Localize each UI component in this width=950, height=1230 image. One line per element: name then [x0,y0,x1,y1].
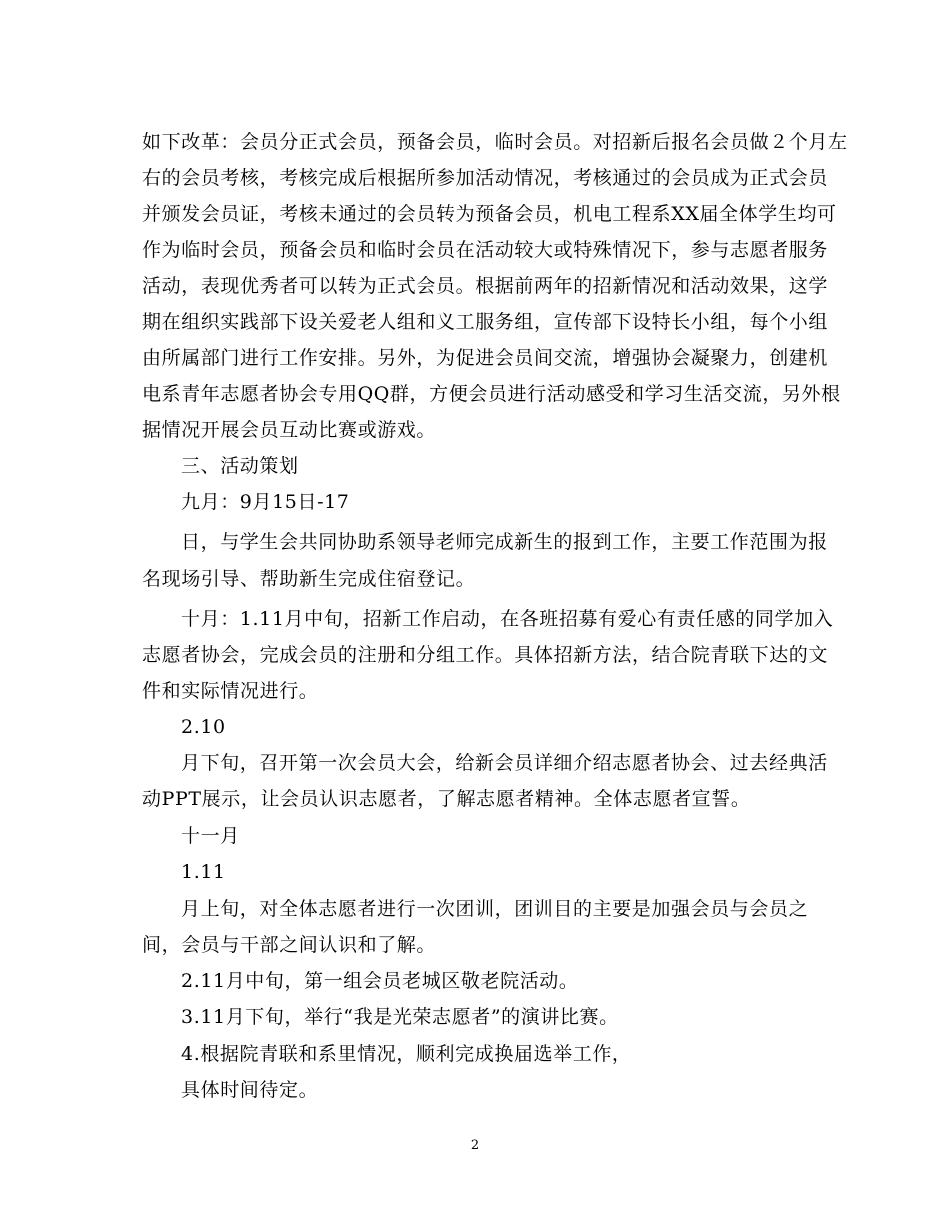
paragraph-line: 期在组织实践部下设关爱老人组和义工服务组，宣传部下设特长小组，每个小组 [142,311,829,333]
paragraph-line: 由所属部门进行工作安排。另外，为促进会员间交流，增强协会凝聚力，创建机 [142,347,829,369]
paragraph-line: 九月：9月15日-17 [181,491,350,513]
paragraph-line: 十月：1.11月中旬，招新工作启动，在各班招募有爱心有责任感的同学加入 [181,608,834,630]
paragraph-line: 电系青年志愿者协会专用QQ群，方便会员进行活动感受和学习生活交流，另外根 [142,383,841,405]
paragraph-line: 2.11月中旬，第一组会员老城区敬老院活动。 [181,970,579,992]
page-number: 2 [470,1138,480,1153]
paragraph-line: 2.10 [181,716,226,738]
paragraph-line: 活动，表现优秀者可以转为正式会员。根据前两年的招新情况和活动效果，这学 [142,275,829,297]
paragraph-line: 并颁发会员证，考核未通过的会员转为预备会员，机电工程系XX届全体学生均可 [142,203,837,225]
paragraph-line: 右的会员考核，考核完成后根据所参加活动情况，考核通过的会员成为正式会员 [142,167,829,189]
section-heading: 十一月 [181,825,240,847]
paragraph-line: 作为临时会员，预备会员和临时会员在活动较大或特殊情况下，参与志愿者服务 [142,239,829,261]
paragraph-line: 日，与学生会共同协助系领导老师完成新生的报到工作，主要工作范围为报 [181,531,828,553]
paragraph-line: 件和实际情况进行。 [142,680,319,702]
paragraph-line: 4.根据院青联和系里情况，顺利完成换届选举工作， [181,1043,632,1065]
paragraph-line: 月上旬，对全体志愿者进行一次团训，团训目的主要是加强会员与会员之 [181,898,809,920]
paragraph-line: 动PPT展示，让会员认识志愿者，了解志愿者精神。全体志愿者宣誓。 [142,788,751,810]
paragraph-line: 据情况开展会员互动比赛或游戏。 [142,419,437,441]
paragraph-line: 名现场引导、帮助新生完成住宿登记。 [142,568,476,590]
paragraph-line: 如下改革：会员分正式会员，预备会员，临时会员。对招新后报名会员做２个月左 [142,131,848,153]
section-heading: 三、活动策划 [181,455,299,477]
paragraph-line: 具体时间待定。 [181,1079,319,1101]
paragraph-line: 月下旬，召开第一次会员大会，给新会员详细介绍志愿者协会、过去经典活 [181,752,828,774]
paragraph-line: 志愿者协会，完成会员的注册和分组工作。具体招新方法，结合院青联下达的文 [142,644,829,666]
paragraph-line: 1.11 [181,861,226,883]
paragraph-line: 3.11月下旬，举行“我是光荣志愿者”的演讲比赛。 [181,1006,619,1028]
paragraph-line: 间，会员与干部之间认识和了解。 [142,934,437,956]
